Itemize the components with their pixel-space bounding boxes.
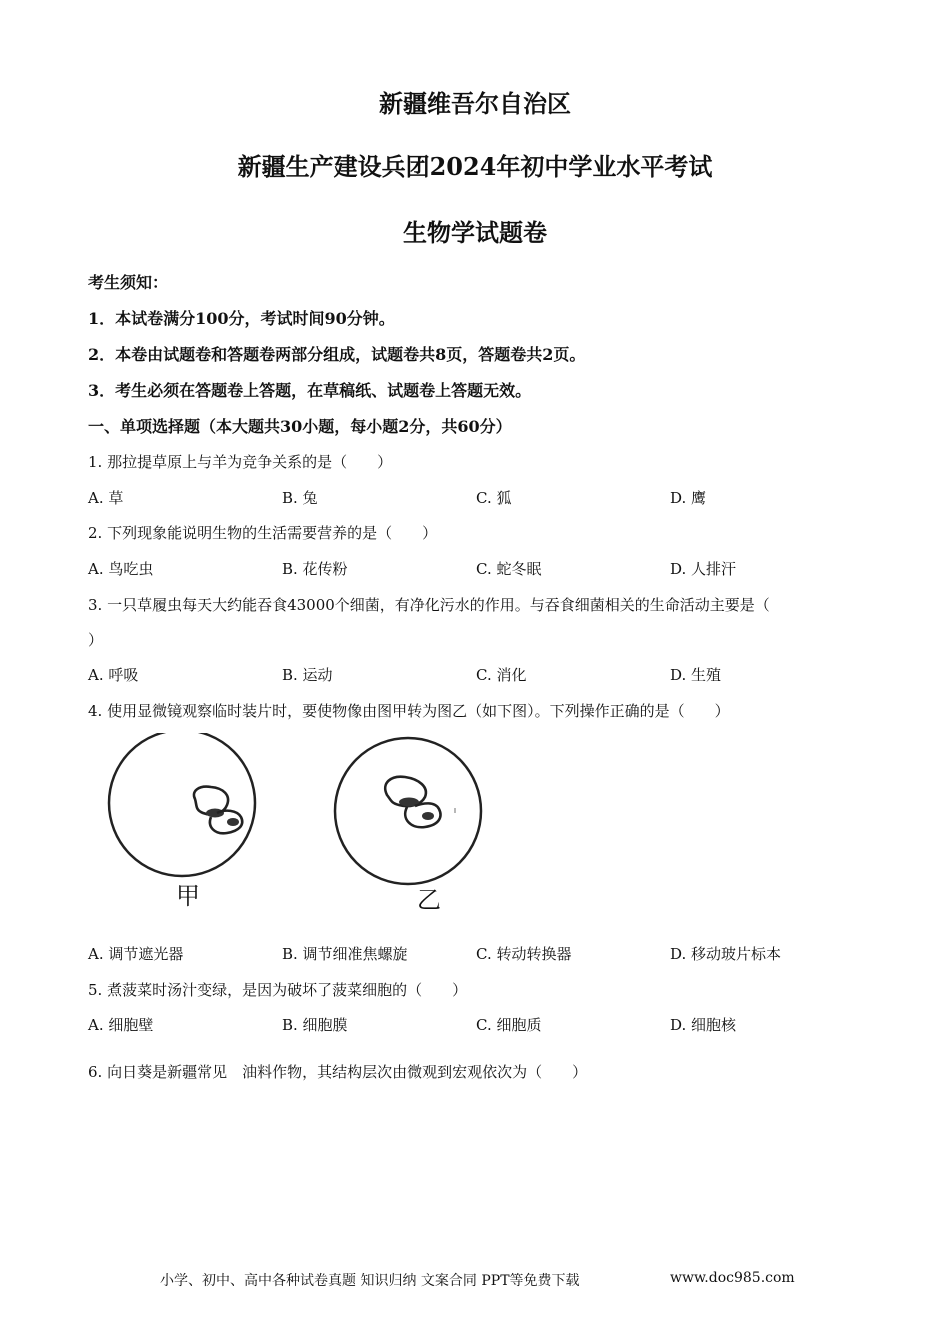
question-stem: 4. 使用显微镜观察临时装片时，要使物像由图甲转为图乙（如下图）。下列操作正确的是（ ） — [88, 702, 730, 720]
exam-region-title: 新疆维吾尔自治区 — [379, 89, 571, 118]
microscope-fields-svg — [95, 733, 515, 918]
option-b: B. 运动 — [282, 666, 333, 684]
option-b: B. 花传粉 — [282, 560, 348, 578]
option-a: A. 草 — [88, 489, 124, 507]
option-d: D. 生殖 — [670, 666, 722, 684]
option-b: B. 兔 — [282, 489, 318, 507]
question-stem: 6. 向日葵是新疆常见 油料作物，其结构层次由微观到宏观依次为（ ） — [88, 1063, 588, 1081]
option-b: B. 细胞膜 — [282, 1016, 348, 1034]
option-c: C. 细胞质 — [476, 1016, 542, 1034]
option-d: D. 细胞核 — [670, 1016, 737, 1034]
footer-text: 小学、初中、高中各种试卷真题 知识归纳 文案合同 PPT等免费下载 — [160, 1273, 580, 1289]
exam-name-title: 新疆生产建设兵团2024年初中学业水平考试 — [237, 152, 713, 181]
question-stem: 5. 煮菠菜时汤汁变绿，是因为破坏了菠菜细胞的（ ） — [88, 981, 468, 999]
notice-item: 3．考生必须在答题卷上答题，在草稿纸、试题卷上答题无效。 — [88, 381, 532, 400]
option-d: D. 鹰 — [670, 489, 707, 507]
option-d: D. 人排汗 — [670, 560, 737, 578]
microscope-field-figure — [95, 733, 515, 918]
option-c: C. 转动转换器 — [476, 945, 572, 963]
option-c: C. 蛇冬眠 — [476, 560, 542, 578]
notice-item: 1．本试卷满分100分，考试时间90分钟。 — [88, 309, 395, 328]
question-stem-continuation: ） — [88, 631, 104, 649]
question-stem: 2. 下列现象能说明生物的生活需要营养的是（ ） — [88, 524, 438, 542]
option-c: C. 狐 — [476, 489, 512, 507]
option-a: A. 呼吸 — [88, 666, 139, 684]
section-title: 一、单项选择题（本大题共30小题，每小题2分，共60分） — [88, 417, 512, 436]
footer-url[interactable]: www.doc985.com — [670, 1270, 795, 1286]
option-b: B. 调节细准焦螺旋 — [282, 945, 408, 963]
notice-heading: 考生须知： — [88, 273, 169, 292]
figure-label-jia: 甲 — [176, 882, 200, 910]
option-a: A. 调节遮光器 — [88, 945, 184, 963]
option-a: A. 细胞壁 — [88, 1016, 154, 1034]
figure-label-yi: 乙 — [417, 886, 441, 914]
question-stem: 1. 那拉提草原上与羊为竞争关系的是（ ） — [88, 453, 393, 471]
field-jia — [109, 733, 255, 876]
option-c: C. 消化 — [476, 666, 527, 684]
option-d: D. 移动玻片标本 — [670, 945, 782, 963]
question-stem: 3. 一只草履虫每天大约能吞食43000个细菌，有净化污水的作用。与吞食细菌相关的生命活动主要是（ — [88, 596, 770, 614]
option-a: A. 鸟吃虫 — [88, 560, 154, 578]
paper-title: 生物学试题卷 — [403, 218, 547, 247]
notice-item: 2．本卷由试题卷和答题卷两部分组成，试题卷共8页，答题卷共2页。 — [88, 345, 586, 364]
field-yi — [335, 738, 481, 884]
